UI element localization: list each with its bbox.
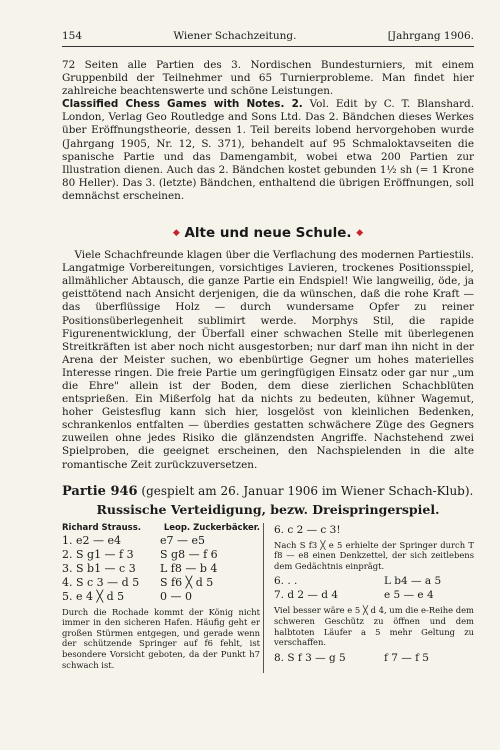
volume-label: [Jahrgang 1906. [387, 30, 474, 42]
game-columns [62, 523, 474, 674]
black-move [384, 523, 474, 537]
black-move: S f6 ╳ d 5 [160, 575, 214, 589]
right-column [263, 523, 474, 674]
left-column [62, 523, 260, 674]
move-row [274, 574, 474, 588]
move-row [274, 588, 474, 602]
move-row [62, 548, 260, 562]
page-header [62, 30, 474, 47]
white-move: 5. e 4 ╳ d 5 [62, 589, 125, 603]
game-label: Partie 946 [62, 483, 138, 499]
black-move: L b4 — a 5 [384, 575, 442, 588]
white-move: 4. S c 3 — d 5 [62, 575, 140, 589]
page-number: 154 [62, 30, 83, 42]
white-move: 6. . . [274, 575, 298, 588]
move-row [62, 590, 260, 604]
black-move: f 7 — f 5 [384, 651, 429, 664]
annotation-note: Durch die Rochade kommt der König nicht immer in den sicheren Hafen. Häufig geht er großen Stürmen entgegen, und gerade wenn der schützende Springer auf f6 fehlt, ist besondere Vorsicht geboten, da der Punkt h7 schwach ist. [62, 606, 260, 670]
move-row [274, 651, 474, 665]
book-review-text: Vol. Edit by C. T. Blanshard. London, Verlag Geo Routledge and Sons Ltd. Das 2. Bändchen dieses Werkes über Eröffnungstheorie, dessen 1. Teil bereits lobend hervorgehoben wurde (Jahrgang 1905, Nr. 12, S. 371), behandelt auf 95 Schmaloktavseiten die spanische Partie und das Damengambit, wobei etwa 200 Partien zur Illustration dienen. Auch das 2. Bändchen kostet gebunden 1½ sh (= 1 Krone 80 Heller). Das 3. (letzte) Bändchen, enthaltend die übrigen Eröffnungen, soll demnächst erscheinen. [62, 98, 474, 202]
opening-name: Russische Verteidigung, bezw. Dreispringerspiel. [96, 501, 440, 517]
black-move: L f8 — b 4 [160, 561, 218, 575]
move-row [62, 576, 260, 590]
section-title: Alte und neue Schule. [184, 225, 352, 242]
black-player: Leop. Zuckerbäcker. [163, 522, 260, 533]
book-title: Classified Chess Games with Notes. 2. [62, 98, 303, 111]
diamond-ornament-icon: ◆ [356, 228, 364, 239]
move-row [62, 534, 260, 548]
game-subtitle: (gespielt am 26. Januar 1906 im Wiener Schach-Klub). [137, 483, 474, 498]
white-move: 7. d 2 — d 4 [274, 589, 339, 602]
review-paragraph-2 [62, 98, 474, 203]
black-move: S g8 — f 6 [160, 547, 218, 561]
section-heading [62, 225, 474, 241]
section-body: Viele Schachfreunde klagen über die Verflachung des modernen Partiestils. Langatmige Vorbereitungen, vorsichtiges Lavieren, trockenes Positionsspiel, allmählicher Abtausch, die ganze Partie ein Endspiel! Wie langweilig, öde, ja geisttötend nach Ansicht derjenigen, die da wünschen, daß die rohe Kraft — das überflüssige Holz — durch wundersame Opfer zu reiner Positionsüberlegenheit sublimirt werde. Morphys Stil, die rapide Figurenentwicklung, der Überfall einer schwachen Stelle mit überlegenen Streitkräften ist aber noch nicht ausgestorben; nur darf man ihn nicht in der Arena der Meister suchen, wo ebenbürtige Gegner um hohes materielles Interesse ringen. Die freie Partie um geringfügigen Einsatz oder gar nur „um die Ehre" allein ist der Boden, dem diese zierlichen Schachblüten entsprießen. Ein Mißerfolg hat da nichts zu bedeuten, kühner Wagemut, hoher Geistesflug kann sich hier, losgelöst von kleinlichen Bedenken, schrankenlos entfalten — überdies gestatten schwächere Züge des Gegners zuweilen ohne jedes Risiko die glänzendsten Angriffe. Nachstehend zwei Spielproben, die geeignet erscheinen, den Nachspielenden in die alte romantische Zeit zurückzuversetzen. [62, 249, 474, 471]
white-move: 2. S g1 — f 3 [62, 547, 134, 561]
diamond-ornament-icon: ◆ [172, 228, 180, 239]
black-move: e7 — e5 [160, 533, 206, 547]
journal-title: Wiener Schachzeitung. [173, 30, 297, 42]
white-move: 6. c 2 — c 3! [274, 523, 341, 536]
review-paragraph-1: 72 Seiten alle Partien des 3. Nordischen Bundesturniers, mit einem Gruppenbild der Teilnehmer und 65 Turnierprobleme. Man findet hier zahlreiche beachtenswerte und schöne Leistungen. [62, 59, 474, 98]
page [62, 30, 474, 673]
game-heading [62, 484, 474, 499]
move-row [62, 562, 260, 576]
white-move: 8. S f 3 — g 5 [274, 651, 346, 664]
white-player: Richard Strauss. [62, 522, 142, 533]
black-move: 0 — 0 [160, 589, 192, 603]
white-move: 3. S b1 — c 3 [62, 561, 136, 575]
annotation-note: Viel besser wäre e 5 ╳ d 4, um die e-Reihe dem schweren Geschütz zu öffnen und dem halbtoten Läufer a 5 mehr Geltung zu verschaffen. [274, 605, 474, 648]
black-move: e 5 — e 4 [384, 589, 434, 602]
move-row [274, 523, 474, 537]
players-row [62, 523, 260, 533]
white-move: 1. e2 — e4 [62, 533, 122, 547]
annotation-note: Nach S f3 ╳ e 5 erhielte der Springer durch T f8 — e8 einen Denkzettel, der sich zeitlebens dem Gedächtnis einprägt. [274, 539, 474, 571]
